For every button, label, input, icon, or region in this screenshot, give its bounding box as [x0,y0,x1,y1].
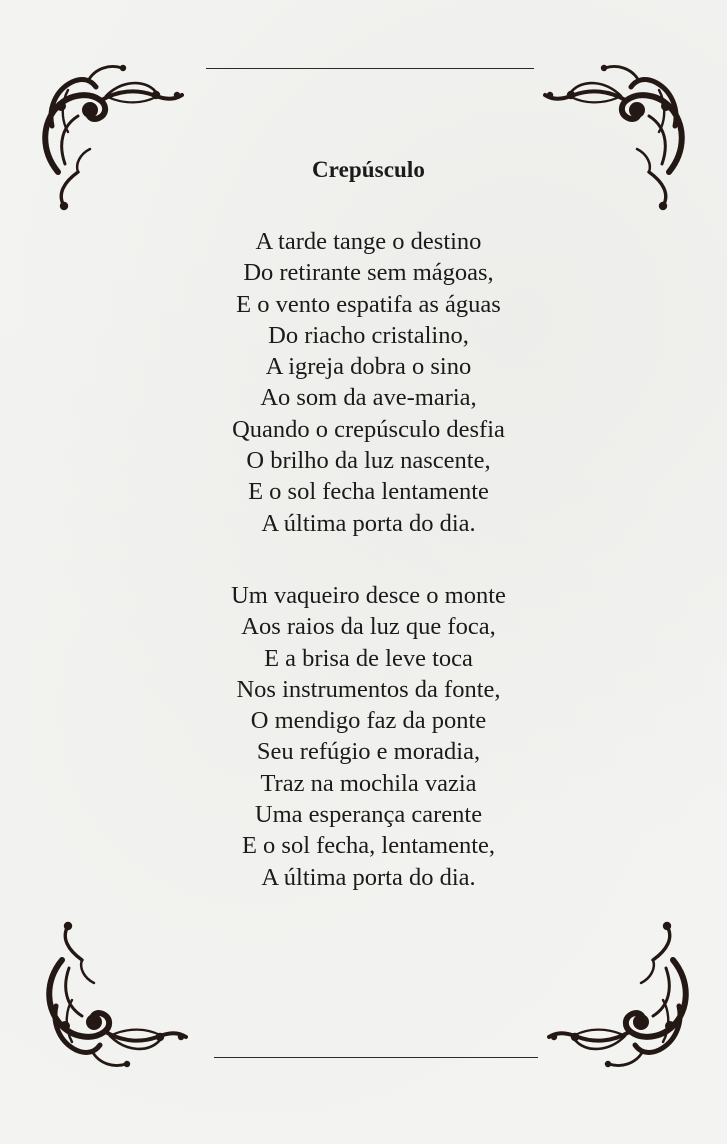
stanza-1 [0,226,727,539]
verse-line: E o sol fecha lentamente [248,478,489,506]
ornament-corner-bottom-right-icon [531,916,701,1086]
verse-line: A última porta do dia. [261,863,476,891]
verse-line: Do retirante sem mágoas, [243,259,494,287]
ornament-corner-bottom-left-icon [34,916,204,1086]
verse-line: Seu refúgio e moradia, [256,738,481,766]
top-divider-line [206,68,534,69]
verse-line: Aos raios da luz que foca, [241,613,496,641]
verse-line: O mendigo faz da ponte [250,707,487,735]
verse-line: Ao som da ave-maria, [260,384,477,412]
stanza-2 [0,580,727,893]
ornament-corner-top-left-icon [30,46,200,216]
bottom-divider-line [214,1057,538,1058]
verse-line: Traz na mochila vazia [260,769,477,797]
verse-line: A última porta do dia. [261,509,476,537]
verse-line: A tarde tange o destino [255,228,482,255]
poem-title: Crepúsculo [311,157,426,182]
verse-line: A igreja dobra o sino [265,353,472,381]
verse-line: Um vaqueiro desce o monte [231,582,506,609]
ornament-corner-top-right-icon [527,46,697,216]
verse-line: Nos instrumentos da fonte, [236,675,501,703]
verse-line: E o sol fecha, lentamente, [241,832,496,860]
verse-line: Quando o crepúsculo desfia [232,415,505,443]
verse-line: Do riacho cristalino, [268,321,469,349]
verse-line: E o vento espatifa as águas [236,290,501,318]
verse-line: O brilho da luz nascente, [246,447,491,475]
verse-line: E a brisa de leve toca [264,644,473,672]
verse-line: Uma esperança carente [254,801,483,829]
